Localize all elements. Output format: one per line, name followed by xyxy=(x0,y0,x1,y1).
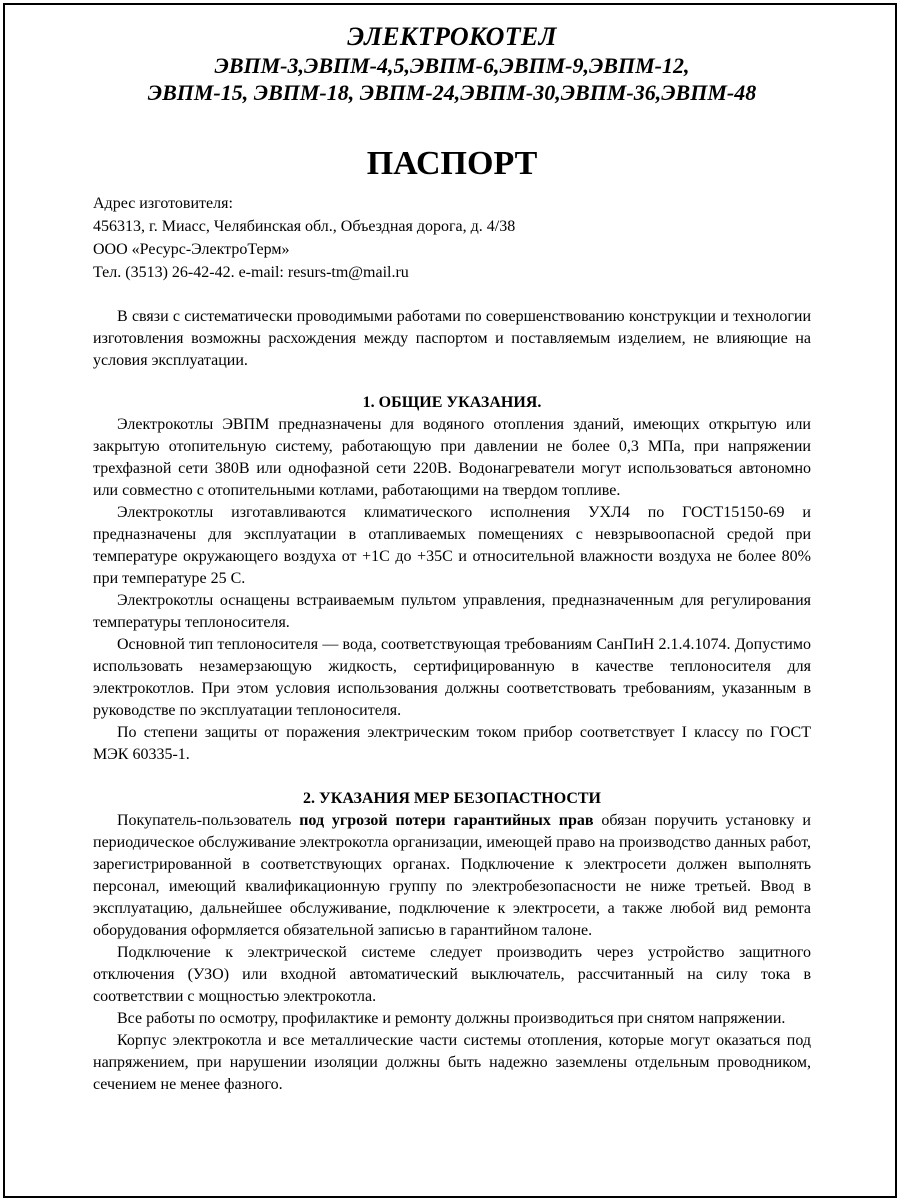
manufacturer-block xyxy=(93,192,811,284)
section-2-paragraph xyxy=(93,810,811,942)
section-1-title: 1. ОБЩИЕ УКАЗАНИЯ. xyxy=(362,394,542,411)
models-line-1: ЭВПМ-3,ЭВПМ-4,5,ЭВПМ-6,ЭВПМ-9,ЭВПМ-12, xyxy=(214,53,690,78)
section-2-paragraph: Все работы по осмотру, профилактике и ремонту должны производиться при снятом напряжении. xyxy=(117,1010,786,1027)
section-1-paragraph: Основной тип теплоносителя — вода, соответствующая требованиям СанПиН 2.1.4.1074. Допустимо использовать незамерзающую жидкость, сертифицированную в качестве теплоносителя для электрокотлов. При этом условия использования должны соответствовать требованиям, указанным в руководстве по эксплуатации теплоносителя. xyxy=(93,636,811,719)
document-title: ПАСПОРТ xyxy=(366,145,538,182)
document-body xyxy=(93,22,811,1096)
section-1-paragraph: Электрокотлы изготавливаются климатического исполнения УХЛ4 по ГОСТ15150-69 и предназначены для эксплуатации в отапливаемых помещениях с невзрывоопасной средой при температуре окружающего воздуха от +1С до +35С и относительной влажности воздуха не более 80% при температуре 25 С. xyxy=(93,504,811,587)
section-1-paragraph: Электрокотлы ЭВПМ предназначены для водяного отопления зданий, имеющих открытую или закрытую отопительную систему, работающую при давлении не более 0,3 МПа, при напряжении трехфазной сети 380В или однофазной сети 220В. Водонагреватели могут использоваться автономно или совместно с отопительными котлами, работающими на твердом топливе. xyxy=(93,416,811,499)
section-1-paragraph: По степени защиты от поражения электрическим током прибор соответствует I классу по ГОСТ МЭК 60335-1. xyxy=(93,724,811,763)
manufacturer-label: Адрес изготовителя: xyxy=(93,195,233,212)
warranty-warning: под угрозой потери гарантийных прав xyxy=(299,812,594,829)
manufacturer-contacts: Тел. (3513) 26-42-42. e-mail: resurs-tm@mail.ru xyxy=(93,264,409,281)
section-1-paragraph: Электрокотлы оснащены встраиваемым пультом управления, предназначенным для регулирования температуры теплоносителя. xyxy=(93,592,811,631)
section-2-title: 2. УКАЗАНИЯ МЕР БЕЗОПАСТНОСТИ xyxy=(302,790,601,807)
warranty-text-before: Покупатель-пользователь xyxy=(117,812,300,829)
section-2-paragraph: Корпус электрокотла и все металлические части системы отопления, которые могут оказаться под напряжением, при нарушении изоляции должны быть надежно заземлены отдельным проводником, сечением не менее фазного. xyxy=(93,1032,811,1093)
manufacturer-company: ООО «Ресурс-ЭлектроТерм» xyxy=(93,241,290,258)
manufacturer-address: 456313, г. Миасс, Челябинская обл., Объездная дорога, д. 4/38 xyxy=(93,218,516,235)
models-line-2: ЭВПМ-15, ЭВПМ-18, ЭВПМ-24,ЭВПМ-30,ЭВПМ-36,ЭВПМ-48 xyxy=(147,80,757,105)
product-title: ЭЛЕКТРОКОТЕЛ xyxy=(347,22,557,51)
warranty-text-after: обязан поручить установку и периодическое обслуживание электрокотла организации, имеющей право на производство данных работ, зарегистрированной в соответствующих органах. Подключение к электросети должен выполнять персонал, имеющий квалификационную группу по электробезопасности не ниже третьей. Ввод в эксплуатацию, дальнейшее обслуживание, подключение к электросети, а также любой вид ремонта оборудования оформляется обязательной записью в гарантийном талоне. xyxy=(93,812,811,939)
intro-paragraph: В связи с систематически проводимыми работами по совершенствованию конструкции и технологии изготовления возможны расхождения между паспортом и поставляемым изделием, не влияющие на условия эксплуатации. xyxy=(93,308,811,369)
section-2-paragraph: Подключение к электрической системе следует производить через устройство защитного отключения (УЗО) или входной автоматический выключатель, рассчитанный на силу тока в соответствии с мощностью электрокотла. xyxy=(93,944,811,1005)
